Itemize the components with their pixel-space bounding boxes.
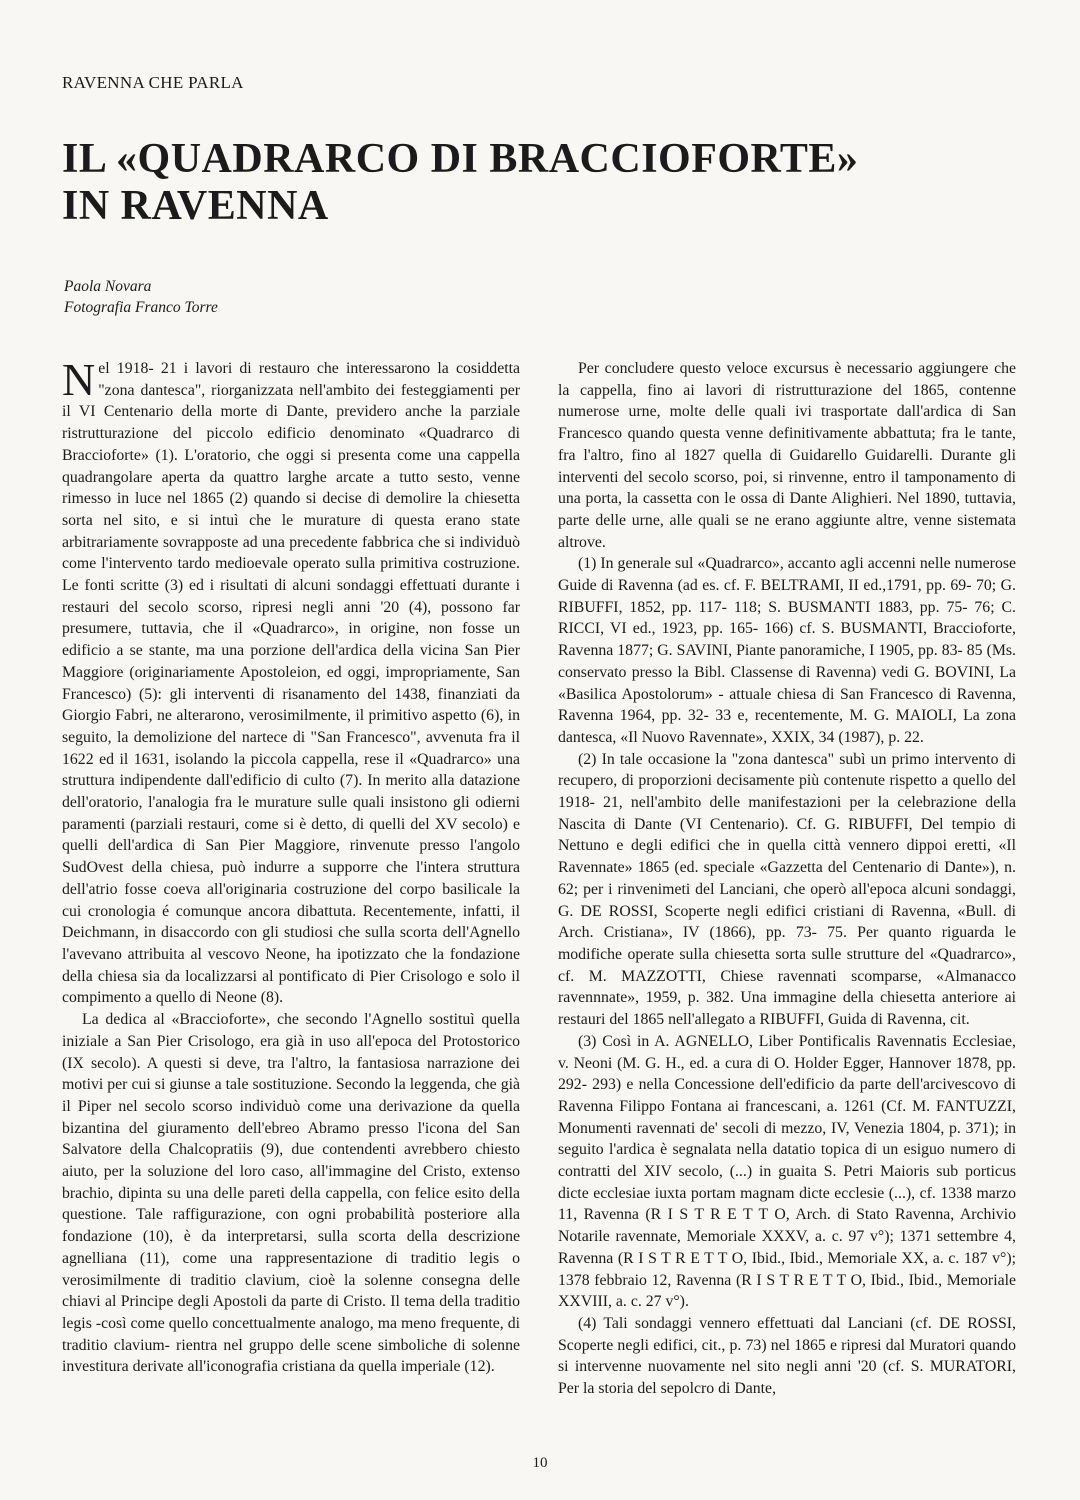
body-paragraph-2: La dedica al «Braccioforte», che secondo l'Agnello sostituì quella iniziale a San Pier Crisologo, era già in uso all'epoca del Protostorico (IX secolo). A questi si deve, tra l'altro, la fantasiosa narrazione dei motivi per cui si giunse a tale sostituzione. Secondo la leggenda, che già il Piper nel secolo scorso individuò come una derivazione da quella bizantina del giuramento dell'ebreo Abramo presso l'icona del San Salvatore della Chalcopratiis (9), due contendenti avrebbero chiesto aiuto, per la soluzione del loro caso, all'immagine del Cristo, extenso brachio, dipinta su una delle pareti della cappella, con felice esito della questione. Tale raffigurazione, con ogni probabilità posteriore alla fondazione (10), è da interpretarsi, sulla scorta della descrizione agnelliana (11), come una rappresentazione di traditio legis o verosimilmente di traditio clavium, cioè la solenne consegna delle chiavi al Principe degli Apostoli da parte di Cristo. Il tema della traditio legis -così come quello concettualmente analogo, ma meno frequente, di traditio clavium- rientra nel gruppo delle scene simboliche di solenne investitura derivate all'iconografia cristiana da quella imperiale (12). xyxy=(62,1011,520,1376)
body-paragraph-3: Per concludere questo veloce excursus è necessario aggiungere che la cappella, fino ai lavori di ristrutturazione del 1865, contenne numerose urne, molte delle quali ivi trasportate dall'ardica di San Francesco quando questa venne definitivamente abbattuta; fra le tante, fra l'altro, fino al 1827 quella di Guidarello Guidarelli. Durante gli interventi del secolo scorso, poi, si rinvenne, entro il tamponamento di una porta, la cassetta con le ossa di Dante Alighieri. Nel 1890, tuttavia, parte delle urne, alle quali se ne erano aggiunte altre, venne sistemata altrove. xyxy=(558,360,1016,551)
title-line-1: IL «QUADRARCO DI BRACCIOFORTE» xyxy=(62,136,859,182)
page-number: 10 xyxy=(532,1455,548,1471)
photo-credit: Fotografia Franco Torre xyxy=(64,299,218,316)
footnote-4: (4) Tali sondaggi vennero effettuati dal Lanciani (cf. DE ROSSI, Scoperte negli edifici, cit., p. 73) nel 1865 e ripresi dal Muratori quando si intervenne nuovamente nel sito negli anni '20 (cf. S. MURATORI, Per la storia del sepolcro di Dante, xyxy=(558,1314,1016,1398)
footnote-2: (2) In tale occasione la "zona dantesca" subì un primo intervento di recupero, di proporzioni decisamente più contenute rispetto a quello del 1918- 21, nell'ambito delle manifestazioni per la celebrazione della Nascita di Dante (VI Centenario). Cf. G. RIBUFFI, Del tempio di Nettuno e degli edifici che in quella città vennero dippoi eretti, «Il Ravennate» 1865 (ed. speciale «Gazzetta del Centenario di Dante»), n. 62; per i rinvenimeti del Lanciani, che operò all'epoca alcuni sondaggi, G. DE ROSSI, Scoperte negli edifici cristiani di Ravenna, «Bull. di Arch. Cristiana», IV (1866), pp. 73- 75. Per quanto riguarda le modifiche operate sulla chiesetta sorta sulle strutture del «Quadrarco», cf. M. MAZZOTTI, Chiese ravennati scomparse, «Almanacco ravennnate», 1959, p. 382. Una immagine della chiesetta anteriore ai restauri del 1865 nell'allegato a RIBUFFI, Guida di Ravenna, cit. xyxy=(558,750,1016,1029)
body-paragraph-1-text: el 1918- 21 i lavori di restauro che interessarono la cosiddetta "zona dantesca", riorganizzata nell'ambito dei festeggiamenti per il VI Centenario della morte di Dante, previdero anche la parziale ristrutturazione del piccolo edificio denominato «Quadrarco di Braccioforte» (1). L'oratorio, che oggi si presenta come una cappella quadrangolare aperta da quattro larghe arcate a tutto sesto, venne rimesso in luce nel 1865 (2) quando si decise di demolire la chiesetta sorta nel sito, e si intuì che le murature di questa erano state arbitrariamente sovrapposte ad una precedente fabbrica che si individuò come l'intervento tardo medioevale operato sulla primitiva costruzione. Le fonti scritte (3) ed i risultati di alcuni sondaggi effettuati durante i restauri del secolo scorso, ripresi negli anni '20 (4), possono far presumere, tuttavia, che il «Quadrarco», in origine, non fosse un edificio a se stante, ma una porzione dell'ardica della vicina San Pier Maggiore (originariamente Apostoleion, ed oggi, impropriamente, San Francesco) (5): gli interventi di risanamento del 1438, finanziati da Giorgio Fabri, ne alterarono, verosimilmente, il primitivo aspetto (6), in seguito, la demolizione del nartece di "San Francesco", avvenuta fra il 1622 ed il 1631, isolando la piccola cappella, rese il «Quadrarco» una struttura indipendente dall'edificio di culto (7). In merito alla datazione dell'oratorio, l'analogia fra le murature sulle quali insistono gli odierni paramenti (parziali restauri, come si è detto, di quelli del XV secolo) e quelli dell'ardica di San Pier Maggiore, rinvenute presso l'angolo SudOvest della chiesa, può indurre a supporre che l'intera struttura dell'atrio fosse coeva all'originaria costruzione del corpo basilicale la cui cronologia é comunque ancora dibattuta. Recentemente, infatti, il Deichmann, in disaccordo con gli studiosi che sulla scorta dell'Agnello l'avevano attribuita al vescovo Neone, ha ipotizzato che la fondazione della chiesa sia da localizzarsi al pontificato di Pier Crisologo e solo il compimento a quello di Neone (8). xyxy=(62,360,520,1007)
right-column xyxy=(558,358,1016,1438)
article-title xyxy=(62,136,858,230)
byline xyxy=(64,276,218,318)
footnote-3: (3) Così in A. AGNELLO, Liber Pontificalis Ravennatis Ecclesiae, v. Neoni (M. G. H., ed. a cura di O. Holder Egger, Hannover 1878, pp. 292- 293) e nella Concessione dell'edificio da parte dell'arcivescovo di Ravenna Filippo Fontana ai francescani, a. 1261 (Cf. M. FANTUZZI, Monumenti ravennati de' secoli di mezzo, IV, Venezia 1804, p. 371); in seguito l'ardica è segnalata nella datatio topica di un esiguo numero di contratti del XIV secolo, (...) in guaita S. Petri Maioris sub porticus dicte ecclesiae iuxta portam magnam dicte ecclesie (...), cf. 1338 marzo 11, Ravenna (R I S T R E T T O, Arch. di Stato Ravenna, Archivio Notarile ravennate, Memoriale XXXV, a. c. 97 v°); 1371 settembre 4, Ravenna (R I S T R E T T O, Ibid., Ibid., Memoriale XX, a. c. 187 v°); 1378 febbraio 12, Ravenna (R I S T R E T T O, Ibid., Ibid., Memoriale XXVIII, a. c. 27 v°). xyxy=(558,1032,1016,1311)
footnote-1: (1) In generale sul «Quadrarco», accanto agli accenni nelle numerose Guide di Ravenna (ad es. cf. F. BELTRAMI, II ed.,1791, pp. 69- 70; G. RIBUFFI, 1852, pp. 117- 118; S. BUSMANTI 1883, pp. 75- 76; C. RICCI, VI ed., 1923, pp. 165- 166) cf. S. BUSMANTI, Braccioforte, Ravenna 1877; G. SAVINI, Piante panoramiche, I 1905, pp. 83- 85 (Ms. conservato presso la Bibl. Classense di Ravenna) vedi G. BOVINI, La «Basilica Apostolorum» - attuale chiesa di San Francesco di Ravenna, Ravenna 1964, pp. 32- 33 e, recentemente, M. G. MAIOLI, La zona dantesca, «Il Nuovo Ravennate», XXIX, 34 (1987), p. 22. xyxy=(558,555,1016,746)
author-name: Paola Novara xyxy=(64,278,152,295)
left-column xyxy=(62,358,520,1438)
running-header: RAVENNA CHE PARLA xyxy=(62,73,244,92)
body-paragraph-1 xyxy=(62,358,520,1009)
title-line-2: IN RAVENNA xyxy=(62,183,329,229)
drop-cap: N xyxy=(62,358,96,405)
